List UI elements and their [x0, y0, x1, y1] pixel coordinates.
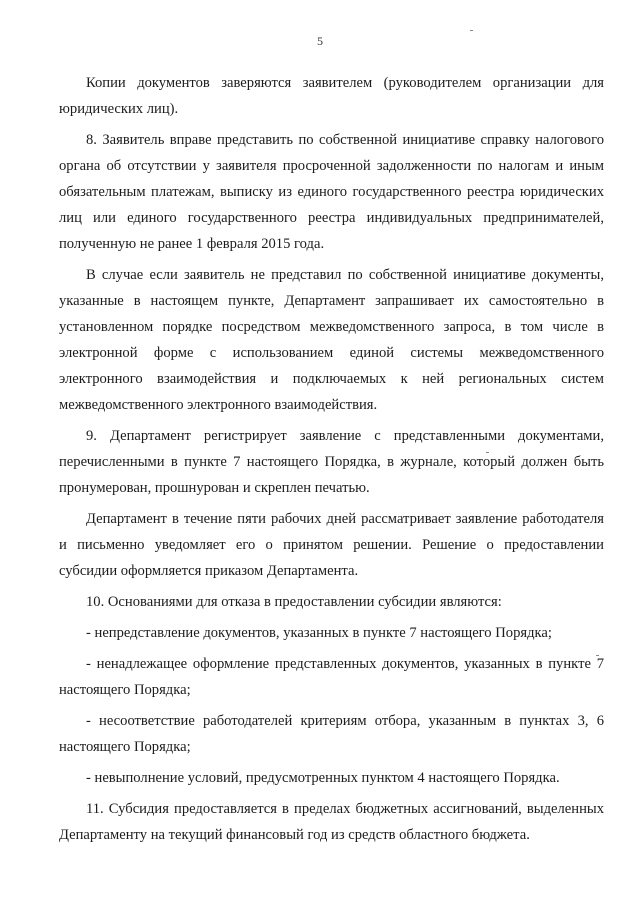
paragraph-9: 9. Департамент регистрирует заявление с представленными документами, перечисленными в пункте 7 настоящего Порядка, в журнале, который должен быть пронумерован, прошнурован и скреплен печатью.: [59, 428, 604, 496]
paragraph-copies: Копии документов заверяются заявителем (руководителем организации для юридических лиц).: [59, 75, 604, 117]
paragraph-review: Департамент в течение пяти рабочих дней рассматривает заявление работодателя и письменно уведомляет его о принятом решении. Решение о предоставлении субсидии оформляется приказом Департамента.: [59, 511, 604, 579]
list-item-refusal-1: - непредставление документов, указанных в пункте 7 настоящего Порядка;: [86, 625, 552, 641]
paragraph-interagency-request: В случае если заявитель не представил по собственной инициативе документы, указанные в настоящем пункте, Департамент запрашивает их самостоятельно в установленном порядке посредством межведомственного запроса, в том числе в электронной форме с использованием единой системы межведомственного электронного взаимодействия и подключаемых к ней региональных систем межведомственного электронного взаимодействия.: [59, 267, 604, 413]
paragraph-10: 10. Основаниями для отказа в предоставлении субсидии являются:: [86, 594, 502, 610]
scan-speck: [470, 30, 473, 31]
paragraph-11: 11. Субсидия предоставляется в пределах бюджетных ассигнований, выделенных Департаменту на текущий финансовый год из средств областного бюджета.: [59, 801, 604, 843]
page-number: 5: [317, 34, 323, 48]
document-body: [59, 70, 604, 848]
scan-speck: [596, 655, 599, 656]
list-item-refusal-3: - несоответствие работодателей критериям отбора, указанным в пунктах 3, 6 настоящего Порядка;: [59, 713, 604, 755]
paragraph-8: 8. Заявитель вправе представить по собственной инициативе справку налогового органа об отсутствии у заявителя просроченной задолженности по налогам и иным обязательным платежам, выписку из единого государственного реестра юридических лиц или единого государственного реестра индивидуальных предпринимателей, полученную не ранее 1 февраля 2015 года.: [59, 132, 604, 252]
scan-speck: [486, 452, 489, 453]
list-item-refusal-2: - ненадлежащее оформление представленных документов, указанных в пункте 7 настоящего Порядка;: [59, 656, 604, 698]
list-item-refusal-4: - невыполнение условий, предусмотренных пунктом 4 настоящего Порядка.: [86, 770, 560, 786]
